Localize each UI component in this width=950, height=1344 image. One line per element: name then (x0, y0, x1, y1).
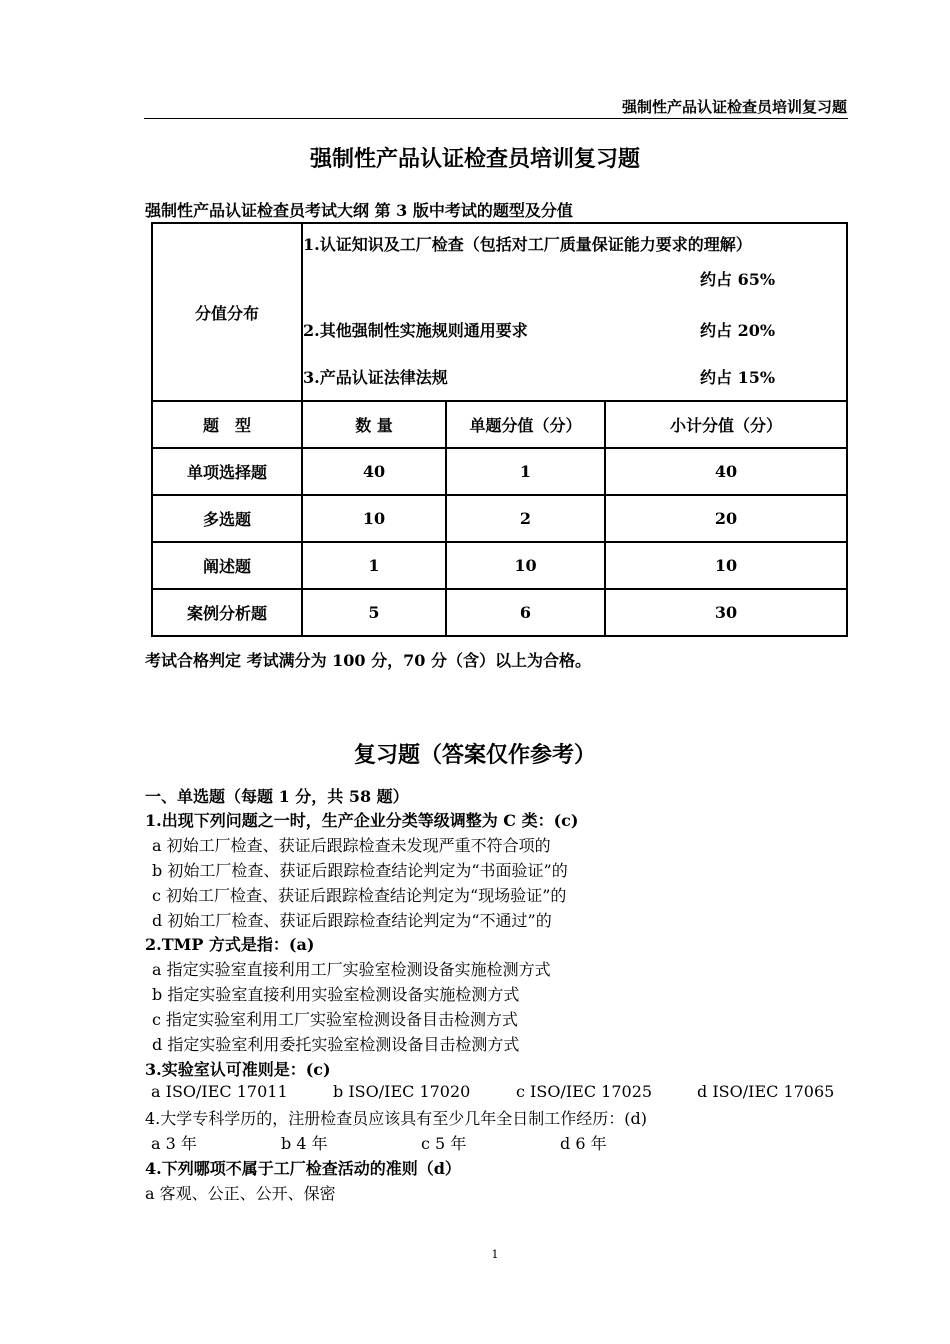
question-3-option-b: b ISO/IEC 17020 (333, 1082, 471, 1101)
cell-type: 多选题 (152, 495, 302, 542)
question-3-option-a: a ISO/IEC 17011 (151, 1082, 288, 1101)
question-2-option-d: d 指定实验室利用委托实验室检测设备目击检测方式 (152, 1035, 520, 1054)
distribution-row (152, 223, 847, 401)
running-header: 强制性产品认证检查员培训复习题 (621, 98, 847, 116)
cell-subtotal: 10 (605, 542, 847, 589)
document-title: 强制性产品认证检查员培训复习题 (309, 146, 640, 172)
distribution-cell (302, 223, 847, 401)
header-count: 数 量 (302, 401, 446, 448)
review-title: 复习题（答案仅作参考） (353, 742, 596, 768)
cell-type: 阐述题 (152, 542, 302, 589)
table-row (152, 448, 847, 495)
page-number: 1 (491, 1248, 499, 1261)
question-1-option-b: b 初始工厂检查、获证后跟踪检查结论判定为“书面验证”的 (152, 861, 568, 880)
question-4b-option-a: a 客观、公正、公开、保密 (145, 1184, 336, 1203)
header-type: 题 型 (152, 401, 302, 448)
distribution-percent-2: 约占 20% (700, 321, 776, 340)
cell-count: 10 (302, 495, 446, 542)
question-4a: 4.大学专科学历的，注册检查员应该具有至少几年全日制工作经历：(d) (145, 1109, 647, 1128)
distribution-item-1: 1.认证知识及工厂检查（包括对工厂质量保证能力要求的理解） (303, 235, 752, 254)
cell-type: 单项选择题 (152, 448, 302, 495)
table-header-row (152, 401, 847, 448)
table-caption: 强制性产品认证检查员考试大纲 第 3 版中考试的题型及分值 (145, 201, 573, 220)
cell-unit-score: 1 (446, 448, 605, 495)
table-row (152, 542, 847, 589)
section-heading: 一、单选题（每题 1 分，共 58 题） (145, 787, 409, 806)
question-1-option-a: a 初始工厂检查、获证后跟踪检查未发现严重不符合项的 (152, 836, 551, 855)
question-4b: 4.下列哪项不属于工厂检查活动的准则（d） (145, 1159, 461, 1178)
question-1-option-c: c 初始工厂检查、获证后跟踪检查结论判定为“现场验证”的 (152, 886, 567, 905)
cell-unit-score: 2 (446, 495, 605, 542)
distribution-percent-1: 约占 65% (700, 270, 776, 289)
question-3-option-c: c ISO/IEC 17025 (516, 1082, 653, 1101)
question-1: 1.出现下列问题之一时，生产企业分类等级调整为 C 类：(c) (145, 811, 579, 830)
header-unit-score: 单题分值（分） (446, 401, 605, 448)
question-2: 2.TMP 方式是指：(a) (145, 935, 315, 954)
header-divider (144, 118, 848, 119)
distribution-label: 分值分布 (152, 223, 302, 401)
distribution-percent-3: 约占 15% (700, 368, 776, 387)
table-row (152, 495, 847, 542)
cell-type: 案例分析题 (152, 589, 302, 636)
question-3: 3.实验室认可准则是：(c) (145, 1060, 331, 1079)
question-4a-option-b: b 4 年 (281, 1134, 328, 1153)
cell-subtotal: 20 (605, 495, 847, 542)
cell-count: 1 (302, 542, 446, 589)
question-4a-option-a: a 3 年 (151, 1134, 197, 1153)
question-1-option-d: d 初始工厂检查、获证后跟踪检查结论判定为“不通过”的 (152, 911, 552, 930)
question-2-option-b: b 指定实验室直接利用实验室检测设备实施检测方式 (152, 985, 520, 1004)
distribution-item-3: 3.产品认证法律法规 (303, 368, 448, 387)
question-4a-option-c: c 5 年 (421, 1134, 467, 1153)
pass-rule: 考试合格判定 考试满分为 100 分，70 分（含）以上为合格。 (145, 651, 591, 670)
question-2-option-a: a 指定实验室直接利用工厂实验室检测设备实施检测方式 (152, 960, 551, 979)
cell-count: 40 (302, 448, 446, 495)
question-4a-option-d: d 6 年 (560, 1134, 607, 1153)
cell-unit-score: 6 (446, 589, 605, 636)
distribution-item-2: 2.其他强制性实施规则通用要求 (303, 321, 528, 340)
cell-unit-score: 10 (446, 542, 605, 589)
cell-count: 5 (302, 589, 446, 636)
cell-subtotal: 30 (605, 589, 847, 636)
score-table (151, 222, 848, 637)
header-subtotal: 小计分值（分） (605, 401, 847, 448)
question-3-option-d: d ISO/IEC 17065 (697, 1082, 835, 1101)
table-row (152, 589, 847, 636)
question-2-option-c: c 指定实验室利用工厂实验室检测设备目击检测方式 (152, 1010, 519, 1029)
cell-subtotal: 40 (605, 448, 847, 495)
